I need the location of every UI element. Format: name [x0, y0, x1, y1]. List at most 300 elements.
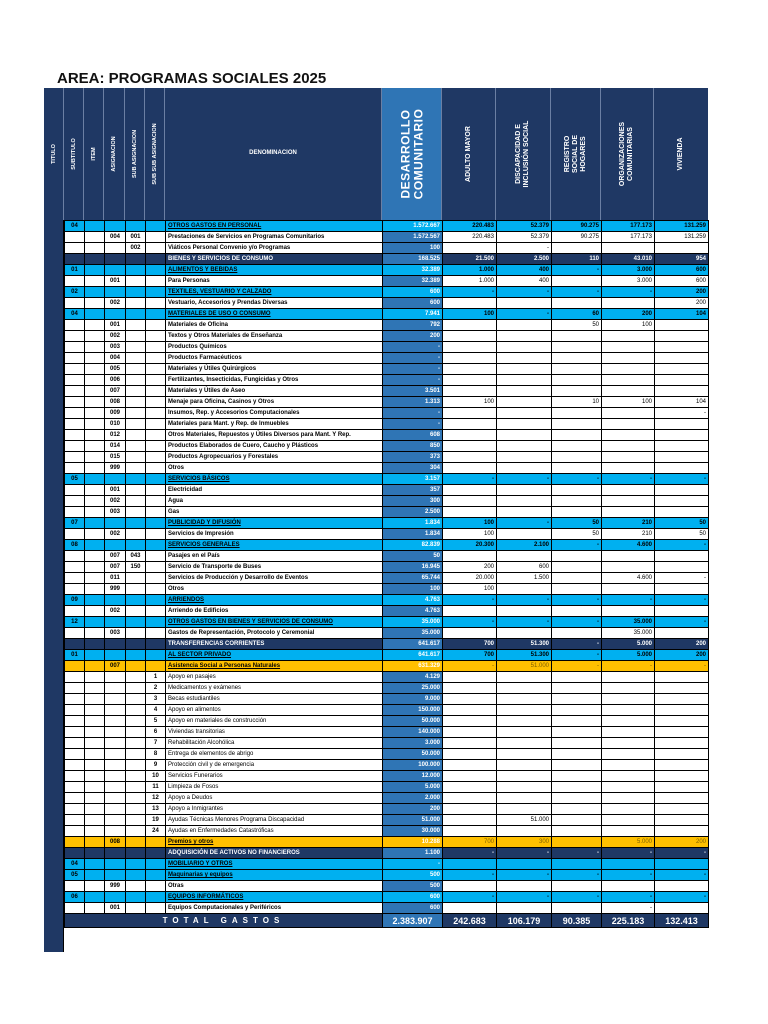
discapacidad-cell: - [497, 595, 552, 606]
adulto-mayor-cell: 21.500 [443, 254, 497, 265]
sub-asignacion-cell [126, 353, 146, 364]
adulto-mayor-cell [443, 881, 497, 892]
organizaciones-cell: 35.000 [602, 628, 655, 639]
adulto-mayor-cell [443, 430, 497, 441]
sub-asignacion-cell [126, 760, 146, 771]
vivienda-cell [655, 562, 709, 573]
subtitulo-cell [65, 639, 85, 650]
sub-asignacion-cell [126, 507, 146, 518]
organizaciones-cell [602, 463, 655, 474]
desarrollo-comunitario-cell: 300 [383, 496, 443, 507]
adulto-mayor-cell [443, 320, 497, 331]
organizaciones-cell [602, 815, 655, 826]
organizaciones-cell: 4.600 [602, 540, 655, 551]
subtitulo-cell [65, 408, 85, 419]
sub-sub-asignacion-cell [146, 221, 166, 232]
asignacion-cell [105, 848, 126, 859]
desarrollo-comunitario-cell: 631.329 [383, 661, 443, 672]
asignacion-cell [105, 705, 126, 716]
discapacidad-cell: 52.379 [497, 232, 552, 243]
organizaciones-cell [602, 771, 655, 782]
vivienda-cell: 600 [655, 265, 709, 276]
item-cell [85, 419, 105, 430]
organizaciones-cell [602, 738, 655, 749]
item-cell [85, 375, 105, 386]
sub-asignacion-cell [126, 540, 146, 551]
desarrollo-comunitario-cell: - [383, 859, 443, 870]
adulto-mayor-cell [443, 452, 497, 463]
desarrollo-comunitario-cell: 2.000 [383, 793, 443, 804]
registro-social-cell [552, 749, 602, 760]
sub-asignacion-cell [126, 672, 146, 683]
desarrollo-comunitario-cell: 4.763 [383, 606, 443, 617]
item-cell [85, 826, 105, 837]
denominacion-cell: Prestaciones de Servicios en Programas Comunitarios [166, 232, 383, 243]
adulto-mayor-cell: 20.300 [443, 540, 497, 551]
desarrollo-comunitario-cell: 12.000 [383, 771, 443, 782]
discapacidad-cell [497, 408, 552, 419]
sub-asignacion-cell [126, 650, 146, 661]
header-discapacidad: DISCAPACIDAD E INCLUSIÓN SOCIAL [496, 88, 551, 220]
asignacion-cell: 002 [105, 331, 126, 342]
vivienda-cell: 104 [655, 309, 709, 320]
organizaciones-cell: - [602, 474, 655, 485]
sub-sub-asignacion-cell [146, 452, 166, 463]
adulto-mayor-cell [443, 408, 497, 419]
vivienda-cell [655, 496, 709, 507]
asignacion-cell [105, 265, 126, 276]
registro-social-cell [552, 694, 602, 705]
item-cell [85, 386, 105, 397]
asignacion-cell [105, 782, 126, 793]
organizaciones-cell: 177.173 [602, 232, 655, 243]
registro-social-cell [552, 815, 602, 826]
discapacidad-cell [497, 859, 552, 870]
registro-social-cell: - [552, 870, 602, 881]
registro-social-cell: - [552, 287, 602, 298]
subtitulo-cell: 12 [65, 617, 85, 628]
sub-asignacion-cell: 002 [126, 243, 146, 254]
asignacion-cell: 999 [105, 584, 126, 595]
vivienda-cell: 50 [655, 518, 709, 529]
discapacidad-cell [497, 375, 552, 386]
sub-sub-asignacion-cell [146, 837, 166, 848]
header-adulto-mayor: ADULTO MAYOR [442, 88, 496, 220]
desarrollo-comunitario-cell: 600 [383, 903, 443, 914]
discapacidad-cell [497, 628, 552, 639]
organizaciones-cell [602, 782, 655, 793]
vivienda-cell [655, 694, 709, 705]
organizaciones-cell [602, 694, 655, 705]
table-body [65, 221, 709, 914]
item-cell [85, 804, 105, 815]
adulto-mayor-cell: 700 [443, 639, 497, 650]
adulto-mayor-cell: 100 [443, 518, 497, 529]
subtitulo-cell: 05 [65, 474, 85, 485]
sub-asignacion-cell [126, 628, 146, 639]
organizaciones-cell [602, 441, 655, 452]
subtitulo-cell [65, 232, 85, 243]
sub-sub-asignacion-cell [146, 496, 166, 507]
sub-sub-asignacion-cell [146, 584, 166, 595]
asignacion-cell [105, 639, 126, 650]
registro-social-cell: - [552, 617, 602, 628]
table-row [65, 243, 709, 254]
vivienda-cell [655, 430, 709, 441]
asignacion-cell: 002 [105, 496, 126, 507]
registro-social-cell: 90.275 [552, 221, 602, 232]
asignacion-cell: 003 [105, 628, 126, 639]
adulto-mayor-cell [443, 628, 497, 639]
organizaciones-cell [602, 683, 655, 694]
registro-social-cell [552, 243, 602, 254]
page-title: AREA: PROGRAMAS SOCIALES 2025 [57, 70, 327, 87]
asignacion-cell [105, 892, 126, 903]
denominacion-cell: Apoyo a Inmigrantes [166, 804, 383, 815]
item-cell [85, 870, 105, 881]
item-cell [85, 694, 105, 705]
desarrollo-comunitario-cell: 3.157 [383, 474, 443, 485]
discapacidad-cell [497, 551, 552, 562]
vivienda-cell [655, 507, 709, 518]
header-titulo: TITULO [44, 88, 64, 220]
adulto-mayor-cell [443, 903, 497, 914]
adulto-mayor-cell: 20.000 [443, 573, 497, 584]
subtitulo-cell [65, 342, 85, 353]
vivienda-cell [655, 903, 709, 914]
vivienda-cell [655, 353, 709, 364]
item-cell [85, 243, 105, 254]
subtitulo-cell [65, 694, 85, 705]
denominacion-cell: Apoyo a Deudos [166, 793, 383, 804]
total-row [65, 914, 709, 928]
header-item: ITEM [84, 88, 104, 220]
table-row [65, 672, 709, 683]
registro-social-cell [552, 386, 602, 397]
vivienda-cell: - [655, 474, 709, 485]
sub-sub-asignacion-cell: 8 [146, 749, 166, 760]
table-row [65, 892, 709, 903]
subtitulo-cell [65, 276, 85, 287]
desarrollo-comunitario-cell: - [383, 342, 443, 353]
asignacion-cell: 001 [105, 276, 126, 287]
registro-social-cell [552, 551, 602, 562]
discapacidad-cell [497, 782, 552, 793]
discapacidad-cell [497, 331, 552, 342]
table-row [65, 485, 709, 496]
table-row [65, 496, 709, 507]
header-subtitulo: SUBTITULO [64, 88, 84, 220]
item-cell [85, 617, 105, 628]
desarrollo-comunitario-cell: 35.000 [383, 617, 443, 628]
adulto-mayor-cell [443, 364, 497, 375]
item-cell [85, 584, 105, 595]
sub-asignacion-cell [126, 859, 146, 870]
denominacion-cell: Viviendas transitorias [166, 727, 383, 738]
table-row [65, 760, 709, 771]
subtitulo-cell [65, 837, 85, 848]
sub-asignacion-cell [126, 463, 146, 474]
subtitulo-cell [65, 507, 85, 518]
asignacion-cell [105, 287, 126, 298]
organizaciones-cell: 177.173 [602, 221, 655, 232]
organizaciones-cell: 200 [602, 309, 655, 320]
discapacidad-cell: - [497, 848, 552, 859]
desarrollo-comunitario-cell: 50 [383, 551, 443, 562]
registro-social-cell: - [552, 540, 602, 551]
subtitulo-cell [65, 353, 85, 364]
asignacion-cell: 005 [105, 364, 126, 375]
sub-asignacion-cell [126, 749, 146, 760]
asignacion-cell [105, 221, 126, 232]
desarrollo-comunitario-cell: 50.000 [383, 716, 443, 727]
discapacidad-cell: - [497, 474, 552, 485]
organizaciones-cell [602, 881, 655, 892]
adulto-mayor-cell [443, 485, 497, 496]
vivienda-cell [655, 463, 709, 474]
table-row [65, 782, 709, 793]
denominacion-cell: BIENES Y SERVICIOS DE CONSUMO [166, 254, 383, 265]
organizaciones-cell [602, 452, 655, 463]
item-cell [85, 353, 105, 364]
discapacidad-cell [497, 760, 552, 771]
registro-social-cell [552, 342, 602, 353]
item-cell [85, 507, 105, 518]
denominacion-cell: TRANSFERENCIAS CORRIENTES [166, 639, 383, 650]
organizaciones-cell: - [602, 892, 655, 903]
asignacion-cell [105, 738, 126, 749]
sub-asignacion-cell [126, 397, 146, 408]
sub-sub-asignacion-cell [146, 628, 166, 639]
sub-asignacion-cell [126, 782, 146, 793]
subtitulo-cell [65, 628, 85, 639]
asignacion-cell: 999 [105, 463, 126, 474]
item-cell [85, 452, 105, 463]
discapacidad-cell [497, 353, 552, 364]
subtitulo-cell [65, 496, 85, 507]
item-cell [85, 276, 105, 287]
sub-asignacion-cell [126, 276, 146, 287]
desarrollo-comunitario-cell: 150.000 [383, 705, 443, 716]
denominacion-cell: Apoyo en materiales de construcción [166, 716, 383, 727]
registro-social-cell [552, 727, 602, 738]
adulto-mayor-cell [443, 782, 497, 793]
denominacion-cell: Otros [166, 584, 383, 595]
discapacidad-cell: 2.100 [497, 540, 552, 551]
item-cell [85, 232, 105, 243]
denominacion-cell: Servicios de Impresión [166, 529, 383, 540]
vivienda-cell: 600 [655, 276, 709, 287]
discapacidad-cell [497, 298, 552, 309]
item-cell [85, 408, 105, 419]
budget-table [64, 220, 709, 928]
registro-social-cell [552, 672, 602, 683]
table-row [65, 903, 709, 914]
table-row [65, 397, 709, 408]
denominacion-cell: Productos Químicos [166, 342, 383, 353]
organizaciones-cell: 100 [602, 320, 655, 331]
sub-sub-asignacion-cell [146, 518, 166, 529]
asignacion-cell: 011 [105, 573, 126, 584]
sub-sub-asignacion-cell [146, 430, 166, 441]
table-row [65, 727, 709, 738]
asignacion-cell: 002 [105, 298, 126, 309]
asignacion-cell: 007 [105, 562, 126, 573]
denominacion-cell: Materiales para Mant. y Rep. de Inmuebles [166, 419, 383, 430]
organizaciones-cell [602, 353, 655, 364]
header-desarrollo-comunitario: DESARROLLO COMUNITARIO [382, 88, 442, 220]
adulto-mayor-cell [443, 716, 497, 727]
asignacion-cell: 014 [105, 441, 126, 452]
total-value: 225.183 [602, 914, 655, 928]
sub-asignacion-cell [126, 342, 146, 353]
subtitulo-cell [65, 584, 85, 595]
subtitulo-cell [65, 903, 85, 914]
discapacidad-cell [497, 320, 552, 331]
sub-asignacion-cell [126, 804, 146, 815]
vivienda-cell [655, 551, 709, 562]
sub-sub-asignacion-cell [146, 232, 166, 243]
denominacion-cell: SERVICIOS GENERALES [166, 540, 383, 551]
sub-asignacion-cell [126, 254, 146, 265]
subtitulo-cell [65, 804, 85, 815]
registro-social-cell [552, 628, 602, 639]
sub-sub-asignacion-cell: 11 [146, 782, 166, 793]
registro-social-cell [552, 771, 602, 782]
sub-asignacion-cell [126, 606, 146, 617]
registro-social-cell [552, 793, 602, 804]
sub-sub-asignacion-cell [146, 353, 166, 364]
sub-sub-asignacion-cell [146, 639, 166, 650]
discapacidad-cell: - [497, 617, 552, 628]
table-row [65, 364, 709, 375]
subtitulo-cell: 04 [65, 309, 85, 320]
asignacion-cell: 002 [105, 606, 126, 617]
adulto-mayor-cell [443, 243, 497, 254]
denominacion-cell: Maquinarias y equipos [166, 870, 383, 881]
table-row [65, 595, 709, 606]
organizaciones-cell: 210 [602, 529, 655, 540]
item-cell [85, 254, 105, 265]
sub-sub-asignacion-cell: 12 [146, 793, 166, 804]
asignacion-cell [105, 694, 126, 705]
denominacion-cell: Gas [166, 507, 383, 518]
registro-social-cell [552, 375, 602, 386]
subtitulo-cell [65, 881, 85, 892]
denominacion-cell: Medicamentos y exámenes [166, 683, 383, 694]
denominacion-cell: Servicios Funerarios [166, 771, 383, 782]
table-row [65, 287, 709, 298]
total-value: 106.179 [497, 914, 552, 928]
item-cell [85, 848, 105, 859]
sub-sub-asignacion-cell [146, 276, 166, 287]
subtitulo-cell [65, 727, 85, 738]
subtitulo-cell [65, 551, 85, 562]
sub-sub-asignacion-cell [146, 859, 166, 870]
vivienda-cell [655, 749, 709, 760]
sub-asignacion-cell [126, 430, 146, 441]
asignacion-cell: 003 [105, 507, 126, 518]
vivienda-cell [655, 826, 709, 837]
sub-sub-asignacion-cell [146, 320, 166, 331]
item-cell [85, 430, 105, 441]
sub-asignacion-cell [126, 573, 146, 584]
subtitulo-cell [65, 254, 85, 265]
discapacidad-cell [497, 507, 552, 518]
sub-sub-asignacion-cell [146, 474, 166, 485]
asignacion-cell [105, 595, 126, 606]
desarrollo-comunitario-cell: 140.000 [383, 727, 443, 738]
adulto-mayor-cell [443, 386, 497, 397]
table-row [65, 650, 709, 661]
registro-social-cell [552, 353, 602, 364]
adulto-mayor-cell [443, 826, 497, 837]
vivienda-cell [655, 419, 709, 430]
denominacion-cell: Premios y otros [166, 837, 383, 848]
adulto-mayor-cell [443, 353, 497, 364]
registro-social-cell [552, 859, 602, 870]
registro-social-cell: - [552, 474, 602, 485]
vivienda-cell: - [655, 892, 709, 903]
item-cell [85, 815, 105, 826]
asignacion-cell [105, 672, 126, 683]
sub-asignacion-cell [126, 683, 146, 694]
subtitulo-cell: 06 [65, 892, 85, 903]
discapacidad-cell [497, 485, 552, 496]
item-cell [85, 309, 105, 320]
discapacidad-cell [497, 804, 552, 815]
desarrollo-comunitario-cell: 1.572.667 [383, 221, 443, 232]
header-denominacion: DENOMINACION [165, 88, 382, 220]
organizaciones-cell: 5.000 [602, 837, 655, 848]
asignacion-cell: 007 [105, 386, 126, 397]
registro-social-cell [552, 331, 602, 342]
vivienda-cell [655, 485, 709, 496]
total-value: 2.383.907 [383, 914, 443, 928]
table-row [65, 353, 709, 364]
discapacidad-cell: - [497, 518, 552, 529]
sub-sub-asignacion-cell [146, 573, 166, 584]
sub-sub-asignacion-cell [146, 903, 166, 914]
organizaciones-cell [602, 298, 655, 309]
vivienda-cell [655, 859, 709, 870]
organizaciones-cell: - [602, 870, 655, 881]
item-cell [85, 628, 105, 639]
organizaciones-cell: - [602, 287, 655, 298]
subtitulo-cell [65, 683, 85, 694]
registro-social-cell [552, 430, 602, 441]
asignacion-cell: 002 [105, 529, 126, 540]
sub-sub-asignacion-cell [146, 309, 166, 320]
organizaciones-cell: 3.000 [602, 265, 655, 276]
vivienda-cell [655, 793, 709, 804]
vivienda-cell [655, 738, 709, 749]
organizaciones-cell [602, 375, 655, 386]
discapacidad-cell: - [497, 243, 552, 254]
sub-sub-asignacion-cell [146, 485, 166, 496]
denominacion-cell: Limpieza de Fosos [166, 782, 383, 793]
discapacidad-cell [497, 606, 552, 617]
denominacion-cell: Productos Agropecuarios y Forestales [166, 452, 383, 463]
subtitulo-cell [65, 430, 85, 441]
sub-asignacion-cell [126, 815, 146, 826]
item-cell [85, 683, 105, 694]
vivienda-cell [655, 815, 709, 826]
subtitulo-cell: 01 [65, 650, 85, 661]
item-cell [85, 474, 105, 485]
table-row [65, 793, 709, 804]
sub-sub-asignacion-cell: 24 [146, 826, 166, 837]
